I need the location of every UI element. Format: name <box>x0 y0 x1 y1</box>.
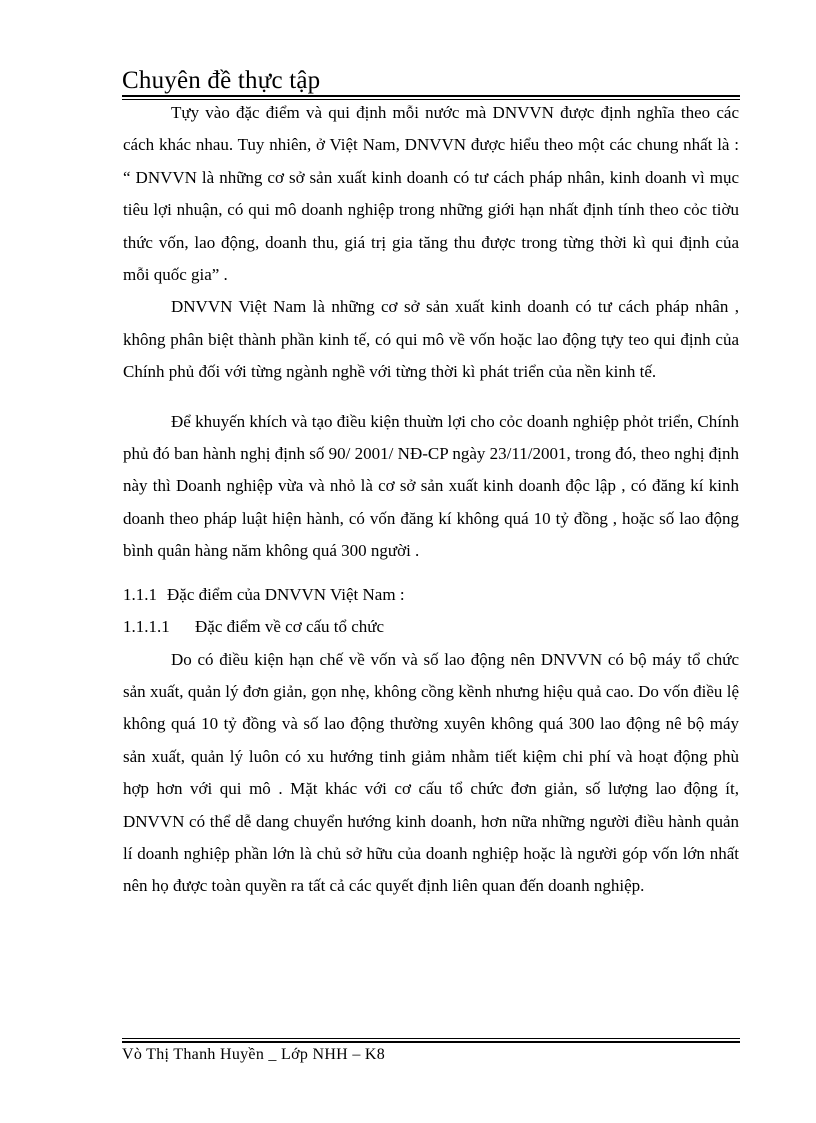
page-header <box>122 66 740 96</box>
paragraph-decree: Để khuyến khích và tạo điều kiện thuừn lợi cho cỏc doanh nghiệp phỏt triển, Chính phủ đó ban hành nghị định số 90/ 2001/ NĐ-CP ngày 23/11/2001, trong đó, theo nghị định này thì Doanh nghiệp vừa và nhỏ là cơ sở sản xuất kinh doanh độc lập , có đăng kí kinh doanh theo pháp luật hiện hành, có vốn đăng kí không quá 10 tỷ đồng , hoặc số lao động bình quân hàng năm không quá 300 người . <box>123 411 739 561</box>
section-title: Đặc điểm của DNVVN Việt Nam : <box>167 584 405 604</box>
paragraph-organization: Do có điều kiện hạn chế về vốn và số lao động nên DNVVN có bộ máy tổ chức sản xuất, quản lý đơn giản, gọn nhẹ, không cồng kềnh nhưng hiệu quả cao. Do vốn điều lệ không quá 10 tỷ đồng và số lao động thường xuyên không quá 300 lao động nê bộ máy sản xuất, quản lý luôn có xu hướng tinh giảm nhằm tiết kiệm chi phí và hoạt động phù hợp hơn với qui mô . Mặt khác với cơ cấu tổ chức đơn giản, số lượng lao động ít, DNVVN có thể dễ dang chuyển hướng kinh doanh, hơn nữa những người điều hành quản lí doanh nghiệp phần lớn là chủ sở hữu của doanh nghiệp hoặc là người góp vốn lớn nhất nên họ được toàn quyền ra tất cả các quyết định liên quan đến doanh nghiệp. <box>123 649 739 896</box>
footer-author: Vò Thị Thanh Huyền _ Lớp NHH – K8 <box>122 1046 386 1063</box>
document-body <box>123 97 739 903</box>
section-number: 1.1.1.1 <box>123 617 170 637</box>
header-title: Chuyên đề thực tập <box>122 67 321 94</box>
paragraph-definition: Tựy vào đặc điểm và qui định mỗi nước mà DNVVN được định nghĩa theo các cách khác nhau. Tuy nhiên, ở Việt Nam, DNVVN được hiểu theo một các chung nhất là : “ DNVVN là những cơ sở sản xuất kinh doanh có tư cách pháp nhân, kinh doanh vì mục tiêu lợi nhuận, có qui mô doanh nghiệp trong những giới hạn nhất định tính theo cỏc tiờu thức vốn, lao động, doanh thu, giá trị gia tăng thu được trong từng thời kì qui định của mỗi quốc gia” . <box>123 103 739 285</box>
footer-rule-thick <box>122 1041 740 1043</box>
footer-rule-thin <box>122 1038 740 1039</box>
section-title: Đặc điểm về cơ cấu tổ chức <box>195 617 385 637</box>
paragraph-vietnam-sme: DNVVN Việt Nam là những cơ sở sản xuất kinh doanh có tư cách pháp nhân , không phân biệt thành phần kinh tế, có qui mô về vốn hoặc lao động tựy teo qui định của Chính phủ đối với từng ngành nghề với từng thời kì phát triển của nền kinh tế. <box>123 297 739 382</box>
section-heading-1-1-1-1 <box>123 611 739 643</box>
section-number: 1.1.1 <box>123 584 157 604</box>
section-heading-1-1-1 <box>123 579 739 611</box>
